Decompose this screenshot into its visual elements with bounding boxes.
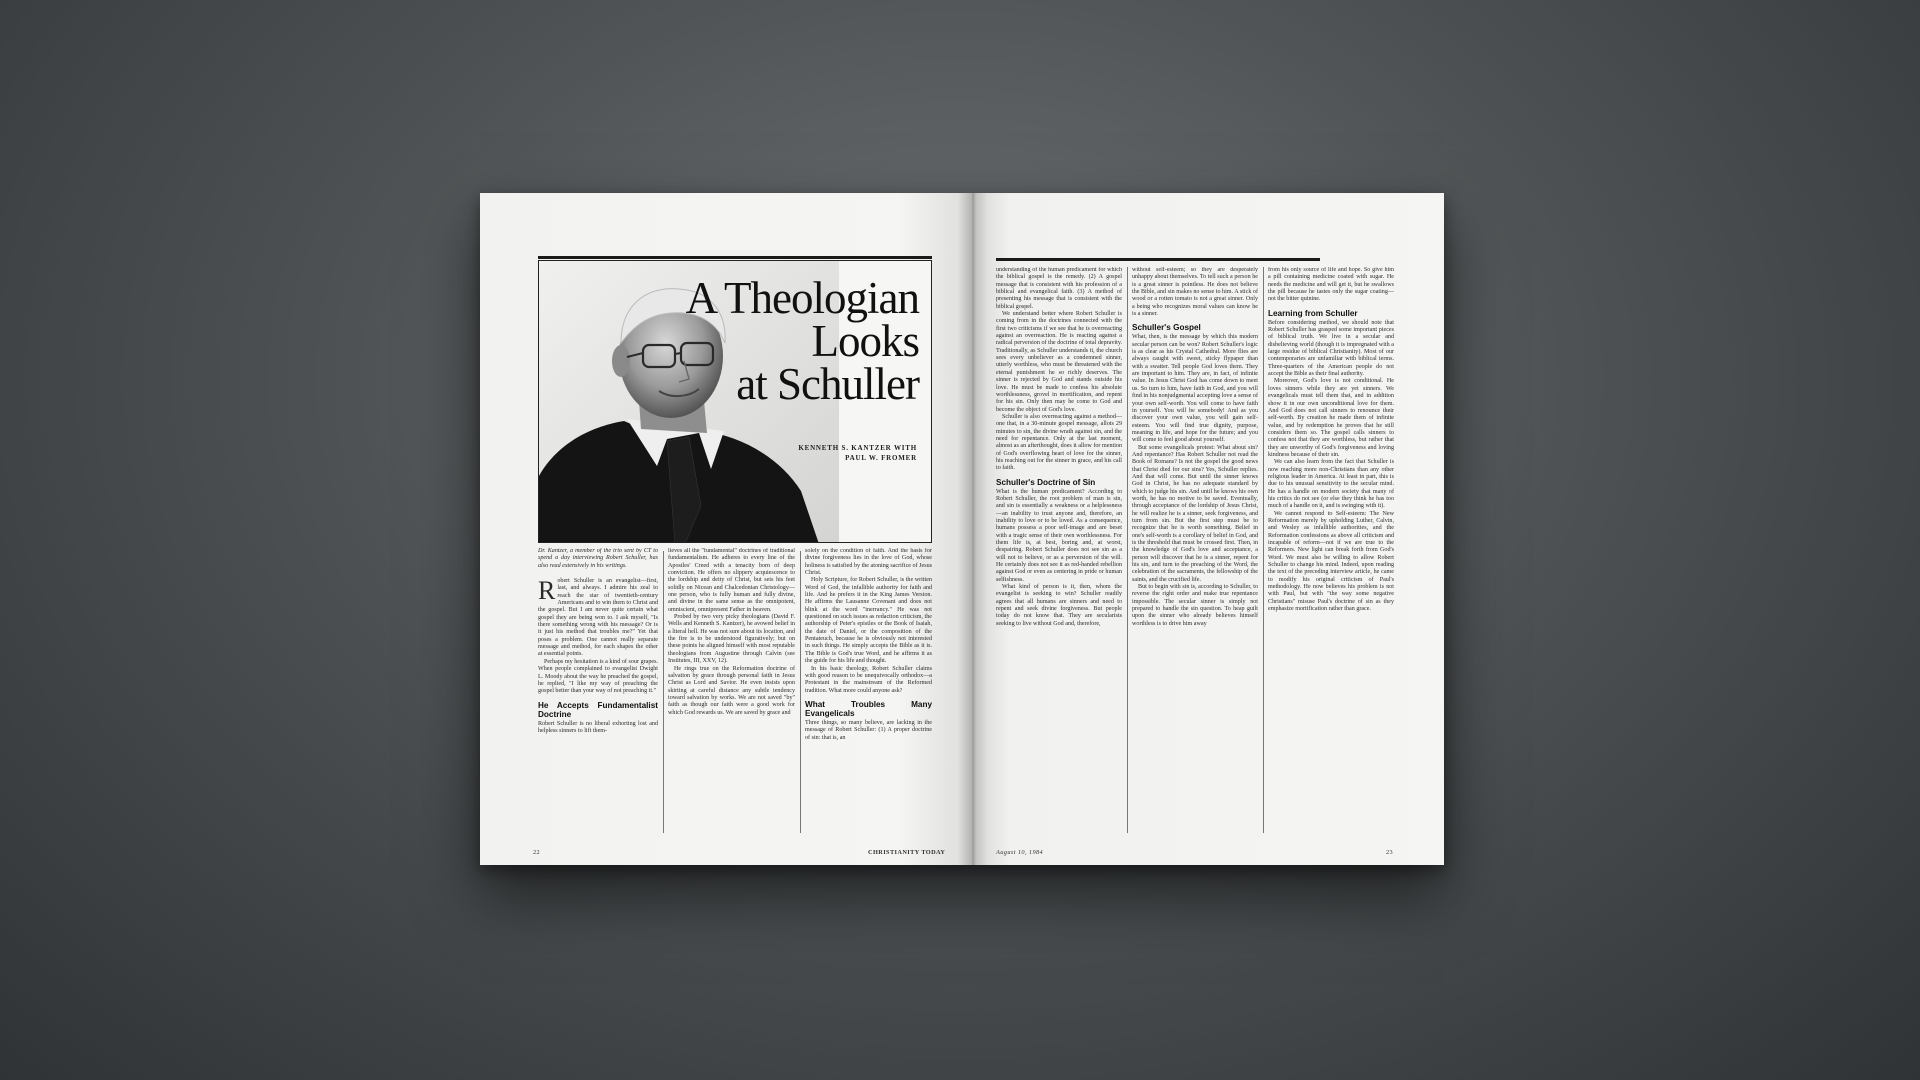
column-divider xyxy=(800,551,801,833)
byline-line-1: KENNETH S. KANTZER WITH xyxy=(798,444,917,452)
paragraph: What kind of person is it, then, whom the evangelist is seeking to win? Schuller readily agrees that all humans are sinners and need to repent and seek divine forgiveness. But people today do not know that. They are secularists seeking to live without God and, therefore, xyxy=(996,584,1122,627)
paragraph: Schuller is also overreacting against a method—one that, in a 30-minute gospel message, allots 29 minutes to sin, the divine wrath against sin, and the need for repentance. Only at the last moment, almost as an afterthought, does it allow for mention of God's overflowing heart of love for the sinner, his reaching out for the sinner in grace, and his call to faith. xyxy=(996,413,1122,472)
paragraph: We can also learn from the fact that Schuller is now reaching more non-Christians than any other religious leader in America. At least in part, this is due to his unusual sensitivity to the secular mind. He has a handle on modern society that many of his critics do not see (or else they think he has too much of a handle on it, and is swinging with it). xyxy=(1268,459,1394,510)
paragraph: Three things, so many believe, are lacking in the message of Robert Schuller: (1) A proper doctrine of sin: that is, an xyxy=(805,719,932,741)
issue-date: August 10, 1984 xyxy=(996,849,1044,856)
paragraph: Before considering method, we should note that Robert Schuller has grasped some important pieces of biblical truth. We live in a secular and disbelieving world (though it is impregnated with a large residue of biblical Christianity). Most of our contemporaries are unfamiliar with biblical terms. Three-quarters of the American people do not accept the Bible as their final authority. xyxy=(1268,319,1394,378)
top-rule xyxy=(538,256,932,259)
magazine-spread xyxy=(480,193,1444,865)
byline-line-2: PAUL W. FROMER xyxy=(845,454,917,462)
magazine-name: CHRISTIANITY TODAY xyxy=(868,849,946,856)
column-divider xyxy=(663,551,664,833)
author-caption: Dr. Kantzer, a member of the trio sent by CT to spend a day interviewing Robert Schuller, has also read extensively in his writings. xyxy=(538,548,658,569)
title-line-1: A Theologian xyxy=(685,273,919,323)
paragraph: Moreover, God's love is not conditional. He loves sinners while they are yet sinners. We evangelicals must tell them that, and in addition show it in our own unconditional love for them. And God does not call sinners to renounce their self-worth. By creation he made them of infinite value, and by redemption he proves that he still considers them so. The gospel calls sinners to confess not that they are worthless, but rather that they are unworthy of God's forgiveness and loving kindness because of their sin. xyxy=(1268,378,1394,458)
section-heading: Schuller's Gospel xyxy=(1132,323,1201,333)
paragraph: We cannot respond to Self-esteem: The New Reformation merely by upholding Luther, Calvin, and Wesley as infallible authorities, and the Reformation confessions as above all criticism and incapable of reform—not if we are true to the Reformers. New light can break forth from God's Word. We must also be willing to allow Robert Schuller to change his mind. Indeed, upon reading the text of the preceding interview article, he came to modify his original criticism of Paul's methodology. He now believes his problem is not with Paul, but with "the way some negative Christians" misuse Paul's doctrine of sin as they emphasize mortification rather than grace. xyxy=(1268,510,1394,613)
right-page xyxy=(972,193,1444,865)
title-line-3: at Schuller xyxy=(736,359,919,409)
paragraph: Robert Schuller is no liberal exhorting lost and helpless sinners to lift them- xyxy=(538,720,658,734)
page-number-right: 23 xyxy=(1386,849,1394,856)
section-heading: Learning from Schuller xyxy=(1268,308,1358,318)
page-number-left: 22 xyxy=(533,849,541,856)
byline xyxy=(798,443,917,463)
column-1 xyxy=(538,548,658,838)
paragraph: He rings true on the Reformation doctrine of salvation by grace through personal faith in Jesus Christ as Lord and Savior. He even insists upon skirting at careful distance any subtle tendency toward salvation by works. We are not saved "by" faith as though our faith were a good work for which God rewards us. We are saved by grace and xyxy=(668,665,795,716)
article-hero xyxy=(538,260,932,543)
column-2 xyxy=(668,548,795,838)
left-page xyxy=(480,193,972,865)
column-6 xyxy=(1268,267,1394,839)
section-heading: What Troubles Many Evangelicals xyxy=(805,699,932,718)
column-divider xyxy=(1127,267,1128,833)
paragraph: But some evangelicals protest: What about sin? And repentance? Has Robert Schuller not read the Book of Romans? Is not the gospel the good news that Christ died for our sins? Yes, Schuller replies. And that will come. But until the sinner knows God in Christ, he has no adequate standard by which to judge his sin. And until he knows his own worth, he has no motive to be saved. Eventually, through acceptance of the lordship of Jesus Christ, he will realize he is a sinner, seek forgiveness, and turn from sin. But the first step must be to recognize that he is worth something. Belief in one's self-worth is a corollary of belief in God, and is the threshold that must be crossed first. Then, in the knowledge of God's love and acceptance, a person will discover that he is a sinner, repent for his sin, and turn to the preaching of the Word, the celebration of the sacraments, the fellowship of the saints, and the crucified life. xyxy=(1132,444,1258,583)
section-heading: He Accepts Fundamentalist Doctrine xyxy=(538,700,658,719)
column-3 xyxy=(805,548,932,838)
intro-text: obert Schuller is an evangelist—first, last, and always. I admire his zeal to reach the star of twentieth-century Americans and to win them to Christ and the gospel. But I am never quite certain what gospel they are being won to. I ask myself, "Is there something wrong with his message? Or is it just his method that troubles me?" Yet that poses a problem. One cannot really separate message and method, for each shapes the other at essential points. xyxy=(538,578,658,658)
paragraph: Perhaps my hesitation is a kind of sour grapes. When people complained to evangelist Dwight L. Moody about the way he preached the gospel, he replied, "I like my way of preaching the gospel better than your way of not preaching it." xyxy=(538,658,658,695)
column-5 xyxy=(1132,267,1258,839)
title-line-2: Looks xyxy=(811,316,919,366)
paragraph: understanding of the human predicament for which the biblical gospel is the remedy. (2) A gospel message that is consistent with his profession of a biblical and evangelical faith. (3) A method of presenting his message that is consistent with the biblical gospel. xyxy=(996,267,1122,310)
column-4 xyxy=(996,267,1122,839)
paragraph: from his only source of life and hope. So give him a pill containing medicine coated with sugar. He needs the medicine and will get it, but he swallows the pill because he tastes only the sugar coating—not the bitter quinine. xyxy=(1268,267,1394,303)
paragraph: We understand better where Robert Schuller is coming from in the doctrines connected with the first two criticisms if we see that he is overreacting against an overreaction. He is reacting against a radical perversion of the doctrine of total depravity. Traditionally, as Schuller understands it, the church sees every unbeliever as a condemned sinner, utterly worthless, who must be threatened with the eternal punishment he so richly deserves. The sinner is rejected by God and stands outside his love. He must be made to confess his absolute worthlessness, grovel in mortification, and repent for his sin. Only then may he come to God and become the object of God's love. xyxy=(996,311,1122,413)
paragraph: What is the human predicament? According to Robert Schuller, the root problem of man is sin, and sin is essentially a weakness or a helplessness—an inability to trust anyone and, therefore, an inability to love or to be loved. As a consequence, humans possess a poor self-image and are beset with a tragic sense of their own worthlessness. For them life is, at best, boring and, at worst, despairing. Robert Schuller does not see sin as a will not to believe, or as a perversion of the will. He certainly does not see it as red-handed rebellion against God or even as centering in pride or human selfishness. xyxy=(996,488,1122,583)
drop-cap: R xyxy=(538,576,556,606)
top-rule xyxy=(996,258,1320,261)
column-divider xyxy=(1263,267,1264,833)
paragraph: solely on the condition of faith. And the basis for divine forgiveness lies in the love of God, whose holiness is satisfied by the atoning sacrifice of Jesus Christ. xyxy=(805,548,932,577)
paragraph: Holy Scripture, for Robert Schuller, is the written Word of God, the infallible authority for faith and life. And he prefers it in the King James Version. He affirms the Lausanne Covenant and does not blink at the word "inerrancy." He was not questioned on such issues as redaction criticism, the authorship of Peter's epistles or the Book of Isaiah, the date of Daniel, or the composition of the Pentateuch, because he is obviously not interested in such things. He simply accepts the Bible as it is. The Bible is God's true Word, and he affirms it as the guide for his life and thought. xyxy=(805,577,932,665)
intro-paragraph xyxy=(538,578,658,659)
paragraph: Probed by two very picky theologians (David F. Wells and Kenneth S. Kantzer), he avowed belief in a literal hell. He was not sure about its location, and the fire is to be understood figuratively; but on these points he aligned himself with most reputable theologians from Augustine through Calvin (see Institutes, III, XXV, 12). xyxy=(668,614,795,665)
paragraph: lieves all the "fundamental" doctrines of traditional fundamentalism. He adheres to every line of the Apostles' Creed with a tenacity born of deep conviction. He offers no slippery acquiescence to the lordship and deity of Christ, but sets his feet solidly on Nicean and Chalcedonian Christology—one person, who is fully human and fully divine, and divine in the same sense as the omnipotent, omniscient, omnipresent Father in heaven. xyxy=(668,548,795,613)
paragraph: without self-esteem; so they are desperately unhappy about themselves. To tell such a person he is a great sinner is pointless. He does not believe the Bible, and sin makes no sense to him. A stick of wood or a rotten tomato is not a great sinner. Only a being who recognizes moral values can know he is a sinner. xyxy=(1132,267,1258,318)
paragraph: But to begin with sin is, according to Schuller, to reverse the right order and make true repentance impossible. The secular sinner is simply not prepared to handle the sin question. To heap guilt upon the sinner who already believes himself worthless is to drive him away xyxy=(1132,584,1258,627)
section-heading: Schuller's Doctrine of Sin xyxy=(996,477,1096,487)
article-title xyxy=(669,273,919,409)
paragraph: What, then, is the message by which this modern secular person can be won? Robert Schuller's logic is as clear as his Crystal Cathedral. More flies are always caught with sweet, sticky flypaper than with a swatter. Tell people God loves them. They are important to him. They are, in fact, of infinite value. In Jesus Christ God has come down to meet us. So turn to him, have faith in God, and you will find in his nonjudgmental accepting love a sense of your own self-worth. You will come to have faith in yourself. You will be somebody! And as you discover your own value, you will gain self-esteem. You will find true dignity, purpose, meaning in life, and hope for the future; and you will come to feel good about yourself. xyxy=(1132,334,1258,444)
paragraph: In his basic theology, Robert Schuller claims with good reason to be unequivocally orthodox—a Protestant in the mainstream of the Reformed tradition. What more could anyone ask? xyxy=(805,665,932,694)
